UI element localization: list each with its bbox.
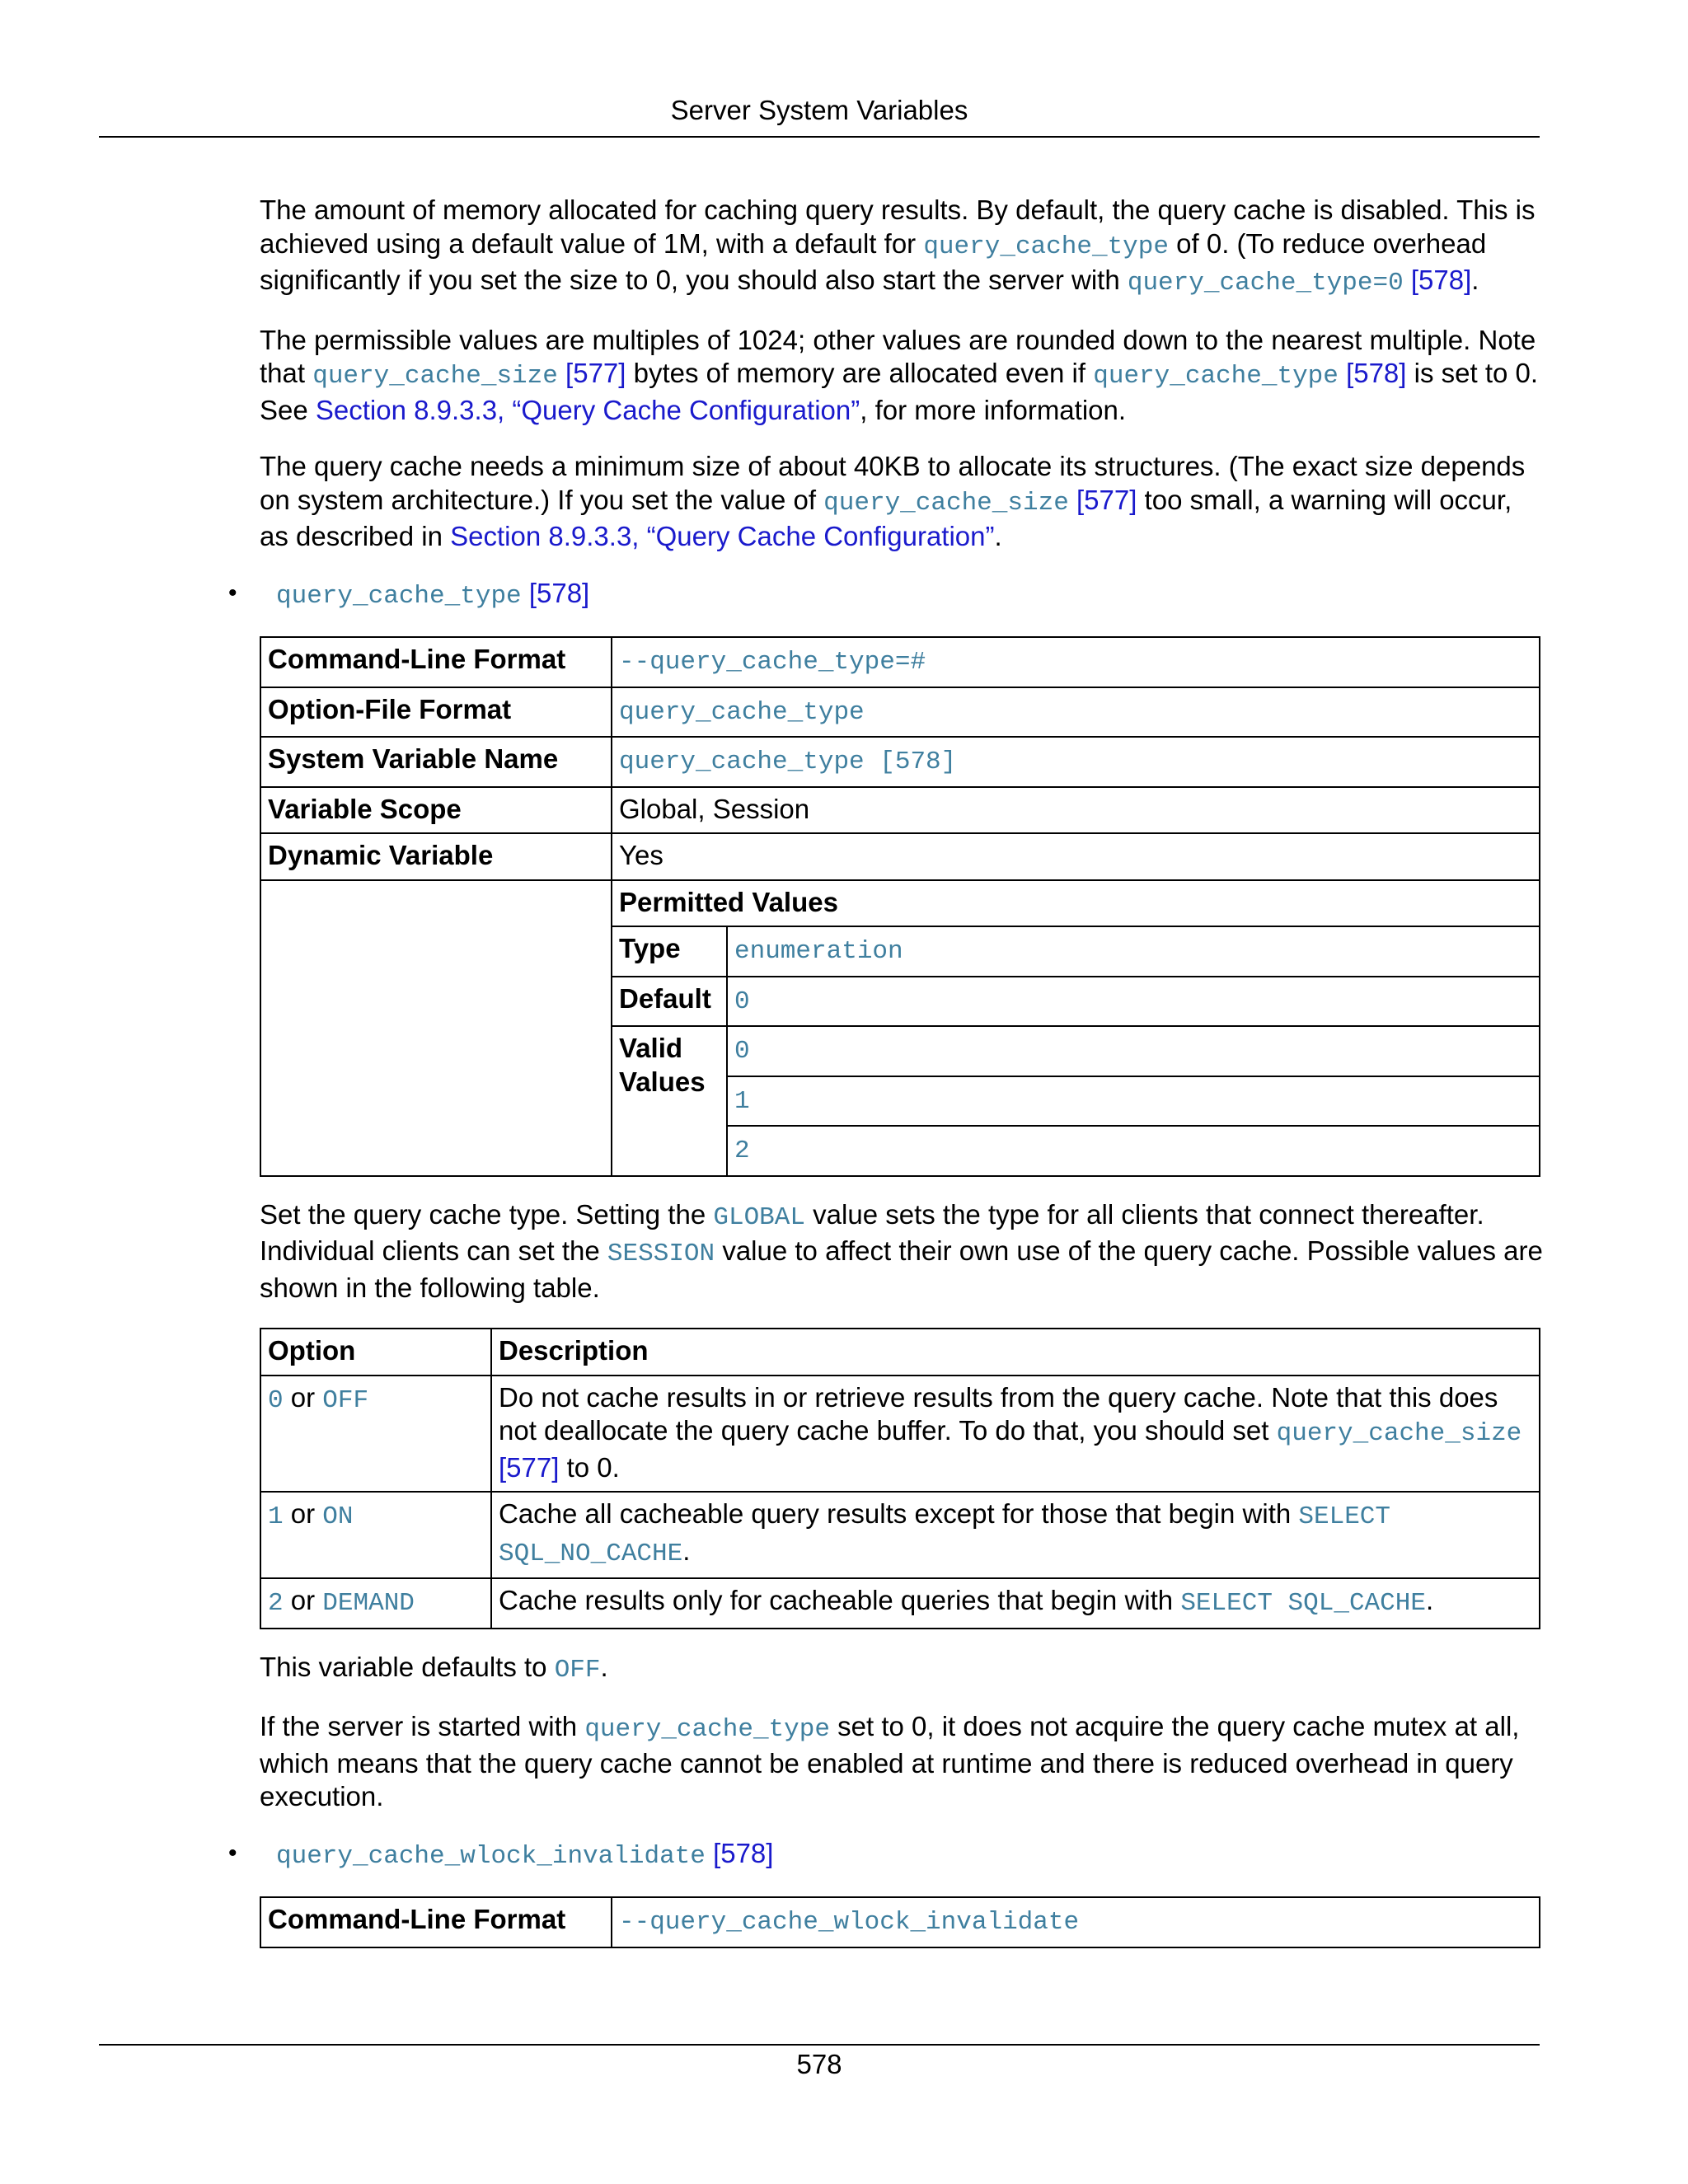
page-ref-link[interactable]: [578] [528, 577, 590, 608]
default-label: Default [612, 977, 727, 1027]
page-content [228, 194, 1545, 1970]
variable-table-wlock-invalidate [260, 1896, 1540, 1948]
section-link[interactable]: Section 8.9.3.3, “Query Cache Configuration” [315, 394, 860, 425]
valid-value: 0 [727, 1026, 1539, 1076]
row-value: query_cache_type [612, 687, 1540, 738]
page-ref-link[interactable]: [578] [1346, 358, 1407, 388]
paragraph-defaults: This variable defaults to OFF. [260, 1651, 608, 1685]
footer-rule [99, 2044, 1540, 2046]
table-row [260, 1492, 1540, 1578]
paragraph-mutex: If the server is started with query_cache_type set to 0, it does not acquire the query cache mutex at all, which means that the query cache cannot be enabled at runtime and there is reduced overhead in query execution. [260, 1711, 1520, 1811]
valid-value: 2 [727, 1126, 1539, 1175]
bullet-query-cache-type [228, 577, 1545, 614]
type-label: Type [612, 926, 727, 977]
row-value: query_cache_type [578] [612, 737, 1540, 787]
variable-table-query-cache-type [260, 636, 1540, 1177]
default-value: 0 [727, 977, 1539, 1027]
paragraph-permissible-values: The permissible values are multiples of 1024; other values are rounded down to the nearest multiple. Note that query_cache_size [577] bytes of memory are allocated even if query_cache_type [578] is set to 0. See Section 8.9.3.3, “Query Cache Configuration”, for more information. [260, 324, 1539, 425]
bullet-icon: • [228, 1839, 237, 1867]
bullet-query-cache-wlock-invalidate [228, 1837, 1545, 1874]
permitted-values-table [612, 881, 1539, 1175]
code-ref[interactable]: query_cache_type [923, 232, 1169, 261]
table-row [260, 637, 1540, 687]
variable-name-link[interactable]: query_cache_type [276, 581, 522, 611]
variable-name-link[interactable]: query_cache_wlock_invalidate [276, 1841, 706, 1871]
table-row [260, 833, 1540, 880]
row-value: --query_cache_type=# [612, 637, 1540, 687]
paragraph-set-cache-type: Set the query cache type. Setting the GLOBAL value sets the type for all clients that connect thereafter. Individual clients can set the SESSION value to affect their own use of the query cache. Possible values are shown in the following table. [260, 1198, 1543, 1303]
row-label: Dynamic Variable [260, 833, 612, 880]
description-cell: Cache results only for cacheable queries that begin with SELECT SQL_CACHE. [491, 1578, 1540, 1629]
option-table [260, 1328, 1540, 1629]
code-ref: SELECT SQL_NO_CACHE [499, 1502, 1391, 1568]
description-cell: Do not cache results in or retrieve results from the query cache. Note that this does not deallocate the query cache buffer. To do that, you should set query_cache_size [577] to 0. [491, 1376, 1540, 1493]
paragraph-cache-size-intro: The amount of memory allocated for caching query results. By default, the query cache is disabled. This is achieved using a default value of 1M, with a default for query_cache_type of 0. (To reduce overhead significantly if you set the size to 0, you should also start the server with query_cache_type=0 [578]. [260, 194, 1536, 298]
code-ref[interactable]: query_cache_type [584, 1715, 830, 1744]
table-row [260, 880, 1540, 1176]
valid-value: 1 [727, 1076, 1539, 1127]
row-label: Variable Scope [260, 787, 612, 834]
code-ref: SELECT SQL_CACHE [1180, 1589, 1426, 1618]
empty-label-cell [260, 880, 612, 1176]
table-row [260, 737, 1540, 787]
page-ref-link[interactable]: [578] [713, 1837, 774, 1868]
table-row [260, 787, 1540, 834]
table-row [260, 1897, 1540, 1947]
page-ref-link[interactable]: [578] [1410, 265, 1472, 295]
section-link[interactable]: Section 8.9.3.3, “Query Cache Configuration” [450, 521, 995, 551]
table-row [260, 1376, 1540, 1493]
option-cell: 1 or ON [260, 1492, 491, 1578]
option-cell: 2 or DEMAND [260, 1578, 491, 1629]
column-header-option: Option [260, 1329, 491, 1376]
row-label: System Variable Name [260, 737, 612, 787]
table-row [260, 1578, 1540, 1629]
permitted-values-cell [612, 880, 1540, 1176]
code-ref: GLOBAL [713, 1202, 805, 1232]
column-header-description: Description [491, 1329, 1540, 1376]
code-ref[interactable]: query_cache_type=0 [1127, 269, 1404, 298]
row-label: Command-Line Format [260, 1897, 612, 1947]
code-ref[interactable]: query_cache_type [1093, 362, 1339, 391]
page-ref-link[interactable]: [577] [1076, 484, 1137, 515]
description-cell: Cache all cacheable query results except for those that begin with SELECT SQL_NO_CACHE. [491, 1492, 1540, 1578]
code-ref: SESSION [607, 1240, 715, 1268]
permitted-values-title: Permitted Values [612, 881, 1539, 927]
table-row [260, 687, 1540, 738]
type-value: enumeration [727, 926, 1539, 977]
code-ref[interactable]: query_cache_size [312, 362, 558, 391]
code-ref[interactable]: query_cache_size [823, 488, 1069, 518]
row-value: Global, Session [612, 787, 1540, 834]
row-value: --query_cache_wlock_invalidate [612, 1897, 1540, 1947]
table-header-row [260, 1329, 1540, 1376]
page-ref-link[interactable]: [577] [565, 358, 626, 388]
paragraph-minimum-size: The query cache needs a minimum size of about 40KB to allocate its structures. (The exact size depends on system architecture.) If you set the value of query_cache_size [577] too small, a warning will occur, as described in Section 8.9.3.3, “Query Cache Configuration”. [260, 451, 1526, 551]
code-ref[interactable]: query_cache_size [1276, 1419, 1522, 1448]
option-cell: 0 or OFF [260, 1376, 491, 1493]
valid-values-label: Valid Values [612, 1026, 727, 1175]
page-ref-link[interactable]: [577] [499, 1451, 560, 1483]
bullet-icon: • [228, 579, 237, 607]
page-number: 578 [796, 2049, 842, 2079]
row-label: Command-Line Format [260, 637, 612, 687]
page-header-title: Server System Variables [670, 95, 968, 125]
header-rule [99, 136, 1540, 138]
row-value: Yes [612, 833, 1540, 880]
code-ref: OFF [554, 1655, 601, 1685]
row-label: Option-File Format [260, 687, 612, 738]
